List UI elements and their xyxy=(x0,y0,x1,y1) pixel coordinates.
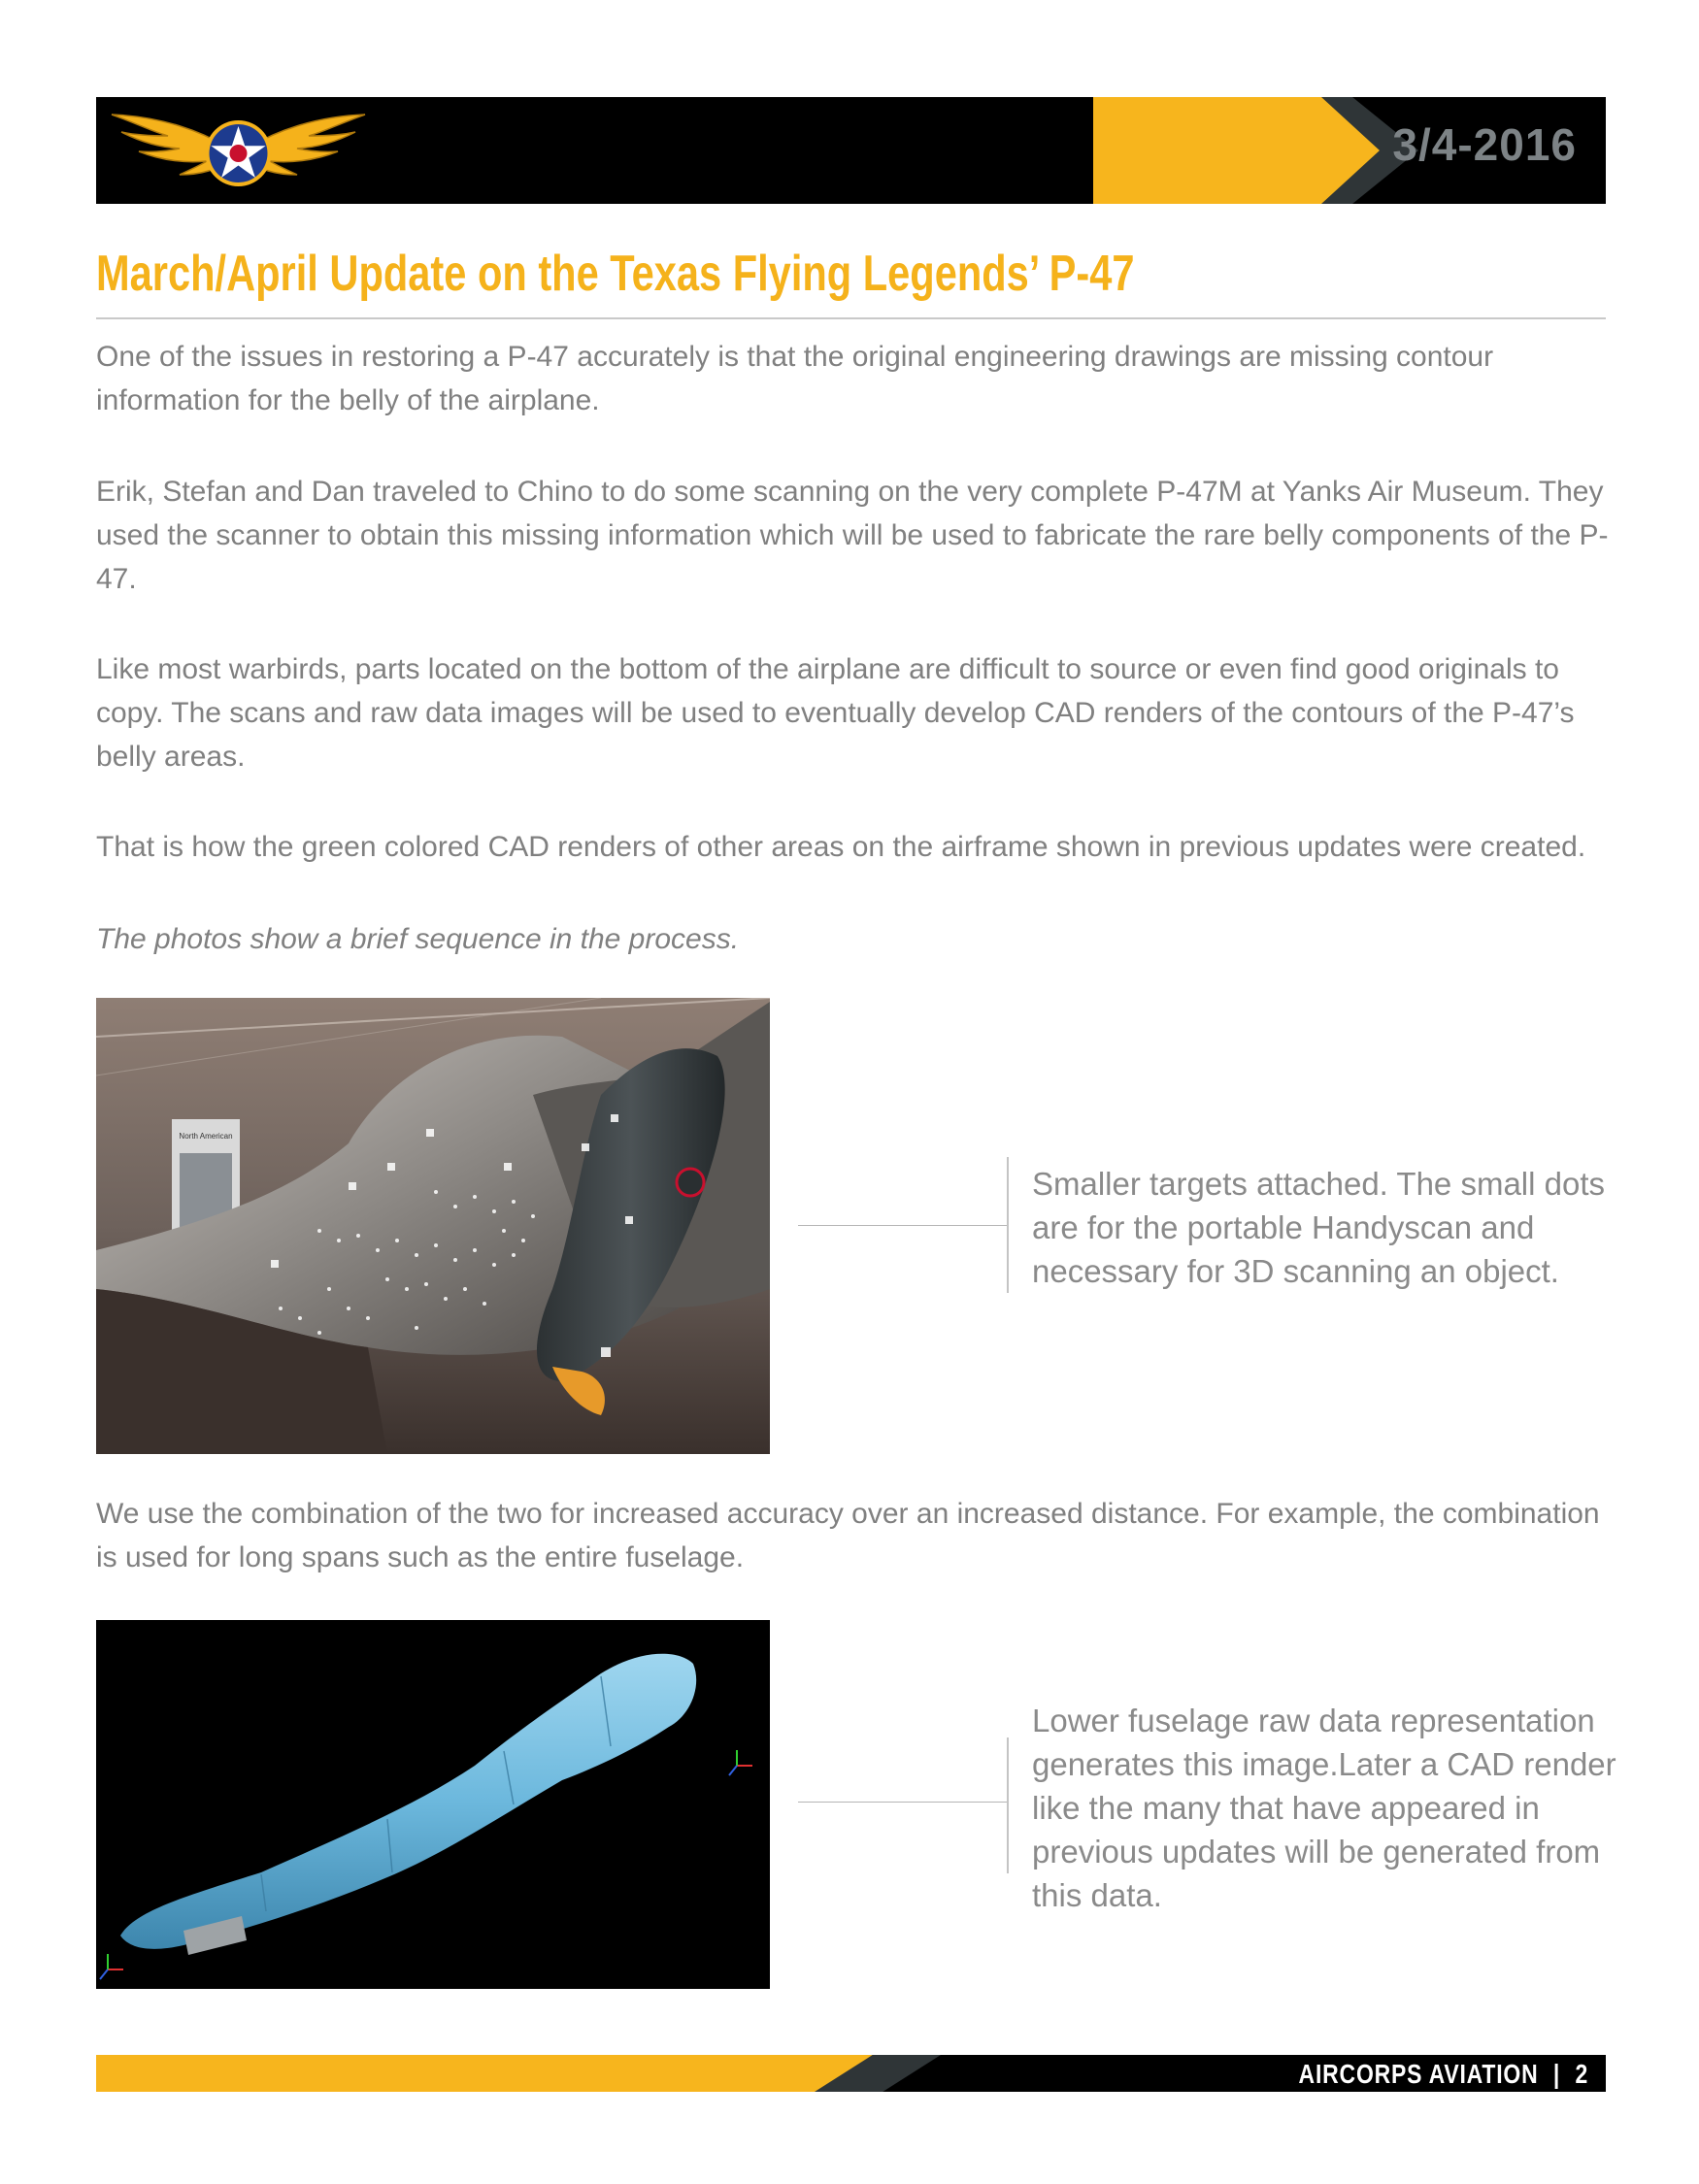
header-date: 3/4-2016 xyxy=(1392,119,1577,170)
footer-brand xyxy=(1298,2059,1588,2090)
caption-divider-1 xyxy=(1007,1157,1009,1293)
caption-divider-2 xyxy=(1007,1737,1009,1873)
caption-leader-line-2 xyxy=(798,1802,1007,1803)
photos-intro: The photos show a brief sequence in the process. xyxy=(96,923,740,955)
photo1-caption: Smaller targets attached. The small dots are for the portable Handyscan and necessary for 3D scanning an object. xyxy=(1032,1166,1606,1289)
caption-leader-line-1 xyxy=(798,1225,1007,1226)
paragraph-5: We use the combination of the two for increased accuracy over an increased distance. For example, the combination is used for long spans such as the entire fuselage. xyxy=(96,1498,1600,1573)
title-divider xyxy=(96,317,1606,319)
page-title: March/April Update on the Texas Flying Legends’ P-47 xyxy=(96,246,1135,302)
paragraph-2: Erik, Stefan and Dan traveled to Chino to do some scanning on the very complete P-47M at Yanks Air Museum. They used the scanner to obtain this missing information which will be used to fabricate the rare belly components of the P-47. xyxy=(96,476,1609,595)
footer-page-number: 2 xyxy=(1575,2059,1588,2089)
photo2-caption: Lower fuselage raw data representation generates this image.Later a CAD render like the many that have appeared in previous updates will be generated from this data. xyxy=(1032,1703,1616,1913)
winged-roundel-star-icon xyxy=(110,103,367,195)
header-bar xyxy=(96,97,1606,204)
svg-text:North American: North American xyxy=(179,1132,233,1141)
footer-bar xyxy=(96,2055,1606,2092)
footer-separator: | xyxy=(1552,2059,1561,2089)
photo-fuselage-scan-render xyxy=(96,1620,770,1989)
footer-yellow-band xyxy=(96,2055,873,2092)
footer-brand-name: AIRCORPS AVIATION xyxy=(1298,2059,1539,2089)
paragraph-4: That is how the green colored CAD renders of other areas on the airframe shown in previous updates were created. xyxy=(96,831,1586,863)
paragraph-3: Like most warbirds, parts located on the bottom of the airplane are difficult to source or even find good originals to copy. The scans and raw data images will be used to eventually develop CAD renders of the contours of the P-47’s belly areas. xyxy=(96,653,1575,773)
paragraph-1: One of the issues in restoring a P-47 accurately is that the original engineering drawings are missing contour information for the belly of the airplane. xyxy=(96,341,1494,416)
photo-aircraft-scan-targets xyxy=(96,998,770,1454)
